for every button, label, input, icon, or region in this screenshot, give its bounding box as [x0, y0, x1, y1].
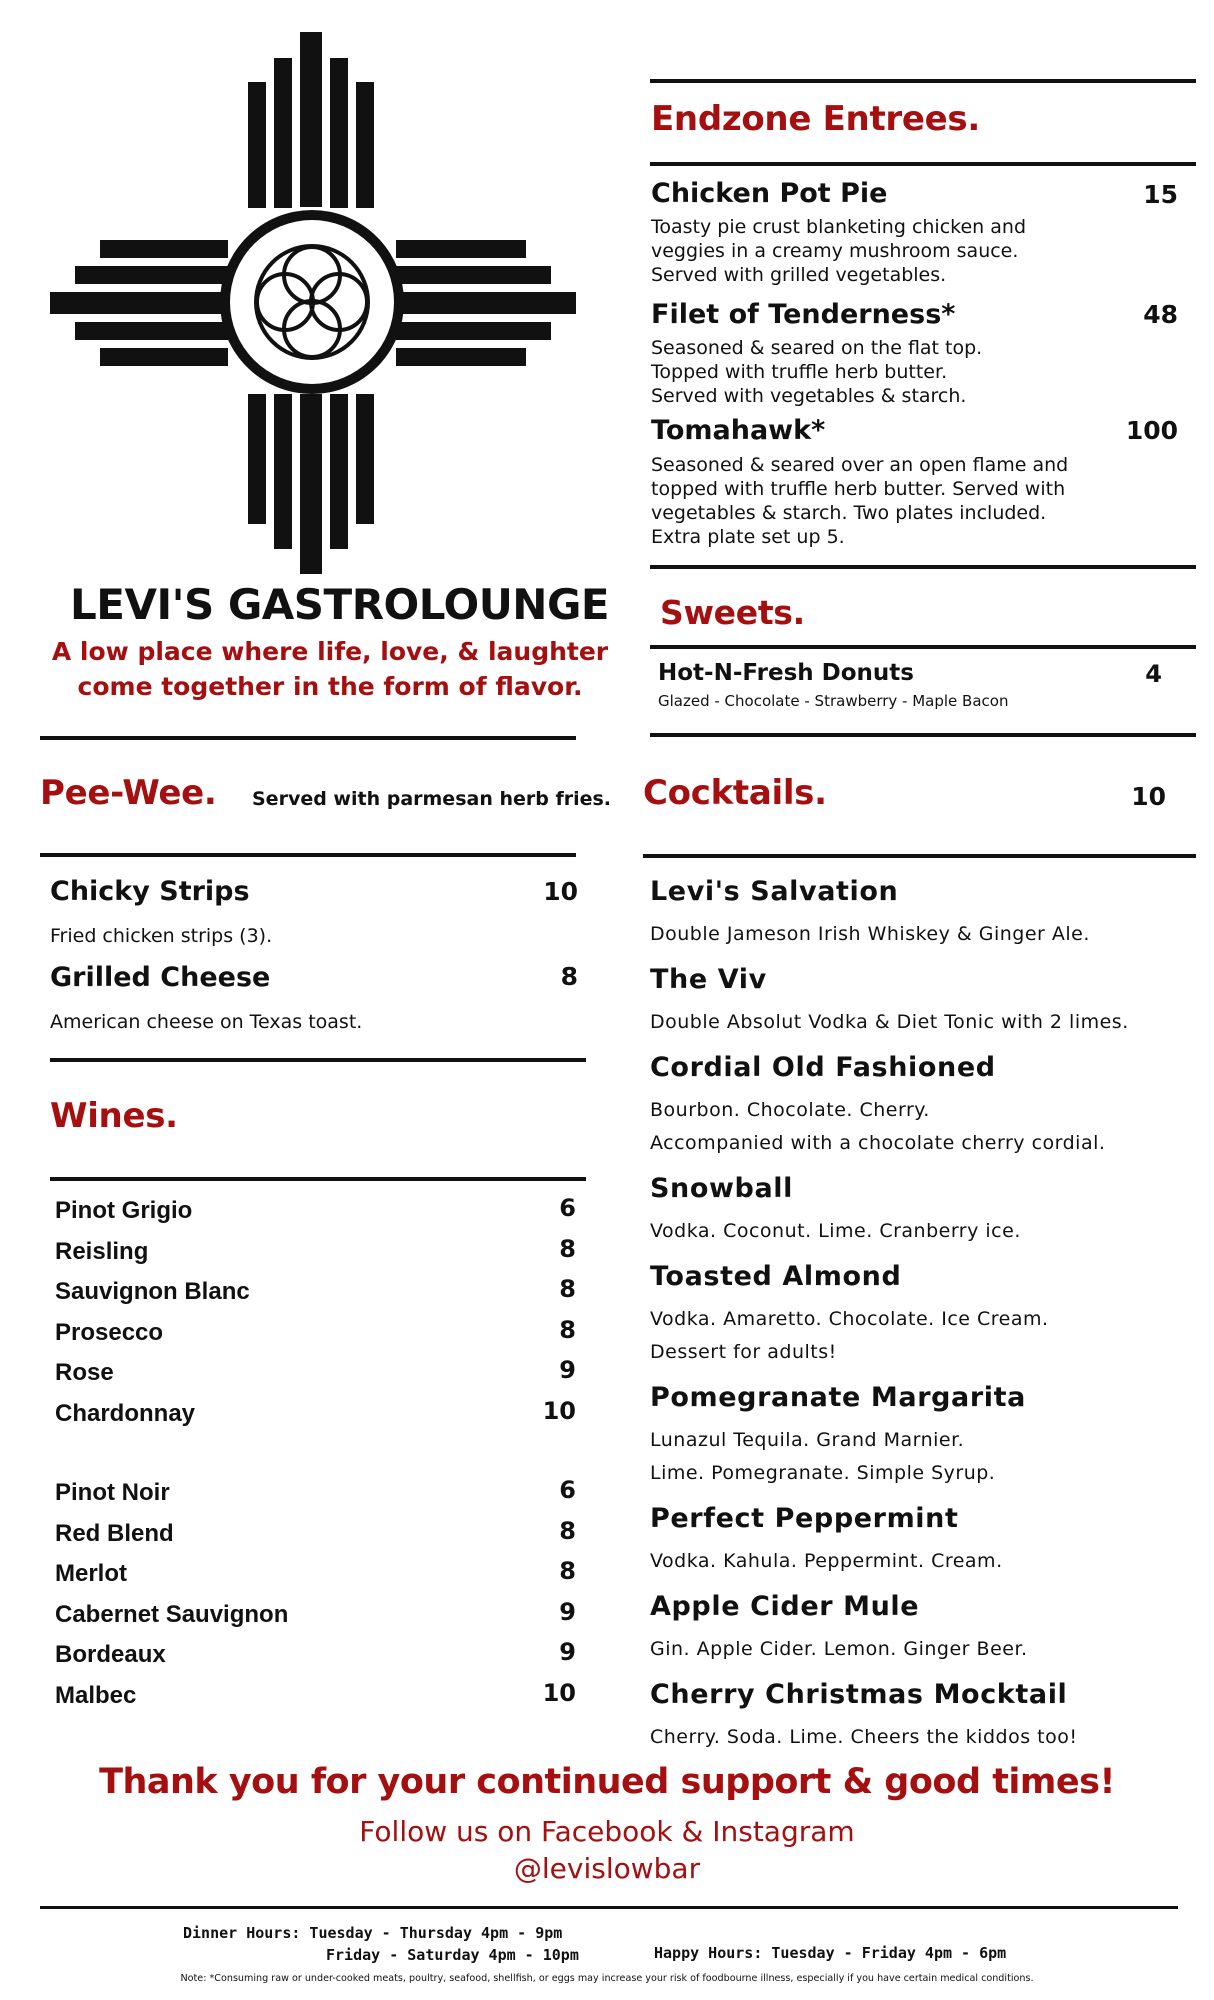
wine-price: 8 [559, 1315, 576, 1344]
wine-price: 9 [559, 1356, 576, 1384]
health-note: Note: *Consuming raw or under-cooked meats, poultry, seafood, shellfish, or eggs may increase your risk of foodbourne illness, especially if you have certain medical conditions. [180, 1973, 1034, 1984]
cocktail-name: Cherry Christmas Mocktail [650, 1679, 1068, 1710]
brand-name: LEVI'S GASTROLOUNGE [70, 580, 610, 629]
menu-item-desc: topped with truffle herb butter. Served with [651, 478, 1066, 500]
cocktail-name: Cordial Old Fashioned [650, 1052, 996, 1083]
divider [40, 736, 576, 740]
cocktail-name: Apple Cider Mule [650, 1591, 920, 1622]
dinner-hours-1: Dinner Hours: Tuesday - Thursday 4pm - 9pm [183, 1924, 563, 1942]
divider [650, 733, 1196, 737]
wine-name: Merlot [55, 1560, 127, 1587]
cocktail-name: Perfect Peppermint [650, 1503, 959, 1534]
menu-item-desc: Served with grilled vegetables. [651, 264, 947, 286]
wine-name: Pinot Noir [55, 1479, 170, 1506]
divider [650, 162, 1196, 166]
cocktails-title: Cocktails. [643, 773, 827, 813]
divider [650, 565, 1196, 569]
cocktail-name: Snowball [650, 1173, 794, 1204]
menu-item-name: Chicky Strips [50, 876, 250, 907]
menu-item-desc: veggies in a creamy mushroom sauce. [651, 240, 1019, 262]
divider [50, 1177, 586, 1181]
cocktail-desc: Gin. Apple Cider. Lemon. Ginger Beer. [650, 1638, 1028, 1660]
divider [643, 854, 1196, 858]
divider [650, 645, 1196, 649]
entrees-title: Endzone Entrees. [651, 99, 980, 139]
divider [40, 1906, 1178, 1909]
sweets-title: Sweets. [660, 593, 805, 632]
wine-price: 8 [559, 1234, 576, 1263]
wine-name: Cabernet Sauvignon [55, 1600, 289, 1628]
cocktail-desc: Vodka. Coconut. Lime. Cranberry ice. [650, 1220, 1021, 1242]
dinner-hours-2: Friday - Saturday 4pm - 10pm [326, 1946, 579, 1964]
cocktail-name: Pomegranate Margarita [650, 1382, 1026, 1413]
wine-price: 6 [559, 1194, 576, 1222]
cocktail-desc: Double Absolut Vodka & Diet Tonic with 2 limes. [650, 1011, 1129, 1033]
menu-item-desc: Seasoned & seared on the flat top. [651, 337, 983, 359]
cocktail-name: Levi's Salvation [650, 876, 899, 907]
menu-item-desc: Extra plate set up 5. [651, 526, 845, 548]
menu-item-desc: Fried chicken strips (3). [50, 925, 273, 947]
cocktail-desc: Dessert for adults! [650, 1341, 837, 1363]
thanks-message: Thank you for your continued support & good times! [99, 1762, 1115, 1802]
wine-price: 8 [559, 1516, 576, 1545]
wine-price: 9 [559, 1638, 576, 1666]
divider [50, 1058, 586, 1062]
divider [40, 853, 576, 857]
menu-item-name: Chicken Pot Pie [651, 178, 888, 209]
peewee-note: Served with parmesan herb fries. [252, 788, 612, 810]
cocktail-desc: Cherry. Soda. Lime. Cheers the kiddos too! [650, 1726, 1078, 1748]
social-handle: @levislowbar [513, 1852, 701, 1885]
wines-title: Wines. [50, 1096, 178, 1136]
cocktail-desc: Bourbon. Chocolate. Cherry. [650, 1099, 930, 1121]
cocktail-desc: Vodka. Amaretto. Chocolate. Ice Cream. [650, 1308, 1049, 1330]
cocktail-desc: Lunazul Tequila. Grand Marnier. [650, 1429, 965, 1451]
cocktail-name: Toasted Almond [650, 1261, 902, 1292]
peewee-title: Pee-Wee. [40, 773, 217, 813]
cocktails-price: 10 [1131, 782, 1166, 811]
tagline-line-2: come together in the form of flavor. [77, 672, 583, 701]
wine-price: 6 [559, 1476, 576, 1504]
menu-item-desc: Seasoned & seared over an open flame and [651, 454, 1069, 476]
wine-name: Red Blend [55, 1519, 174, 1547]
menu-item-price: 10 [543, 877, 578, 906]
cocktail-desc: Accompanied with a chocolate cherry cordial. [650, 1132, 1106, 1154]
wine-price: 10 [542, 1678, 576, 1707]
tagline-line-1: A low place where life, love, & laughter [51, 637, 609, 666]
menu-item-name: Filet of Tenderness* [651, 299, 956, 330]
divider [650, 79, 1196, 83]
menu-item-desc: Toasty pie crust blanketing chicken and [651, 216, 1026, 238]
cocktail-desc: Double Jameson Irish Whiskey & Ginger Ale. [650, 923, 1090, 945]
cocktail-desc: Lime. Pomegranate. Simple Syrup. [650, 1462, 996, 1484]
zia-sun-logo [50, 22, 590, 582]
wine-name: Prosecco [55, 1318, 164, 1346]
menu-item-price: 8 [560, 962, 578, 991]
menu-item-desc: Topped with truffle herb butter. [651, 361, 948, 383]
wine-price: 10 [542, 1396, 576, 1425]
menu-item-name: Tomahawk* [651, 415, 826, 446]
wine-name: Reisling [55, 1237, 149, 1265]
menu-item-desc: vegetables & starch. Two plates included. [651, 502, 1047, 524]
wine-price: 8 [559, 1557, 576, 1585]
menu-item-name: Grilled Cheese [50, 962, 271, 993]
wine-name: Malbec [55, 1681, 137, 1709]
menu-item-price: 15 [1143, 180, 1178, 209]
happy-hours: Happy Hours: Tuesday - Friday 4pm - 6pm [654, 1944, 1007, 1962]
menu-item-desc: Served with vegetables & starch. [651, 385, 967, 407]
menu-item-price: 48 [1143, 300, 1178, 329]
menu-item-desc: Glazed - Chocolate - Strawberry - Maple Bacon [658, 692, 1009, 710]
wine-name: Pinot Grigio [55, 1197, 193, 1224]
cocktail-desc: Vodka. Kahula. Peppermint. Cream. [650, 1550, 1003, 1572]
wine-name: Chardonnay [55, 1399, 196, 1427]
wine-name: Sauvignon Blanc [55, 1278, 250, 1305]
wine-name: Bordeaux [55, 1641, 166, 1668]
menu-item-price: 100 [1125, 416, 1178, 445]
menu-item-price: 4 [1145, 660, 1162, 688]
wine-name: Rose [55, 1359, 114, 1386]
menu-item-name: Hot-N-Fresh Donuts [658, 660, 914, 686]
cocktail-name: The Viv [650, 964, 767, 995]
wine-price: 9 [559, 1597, 576, 1626]
wine-price: 8 [559, 1275, 576, 1303]
follow-text: Follow us on Facebook & Instagram [359, 1815, 855, 1848]
menu-item-desc: American cheese on Texas toast. [50, 1011, 363, 1033]
